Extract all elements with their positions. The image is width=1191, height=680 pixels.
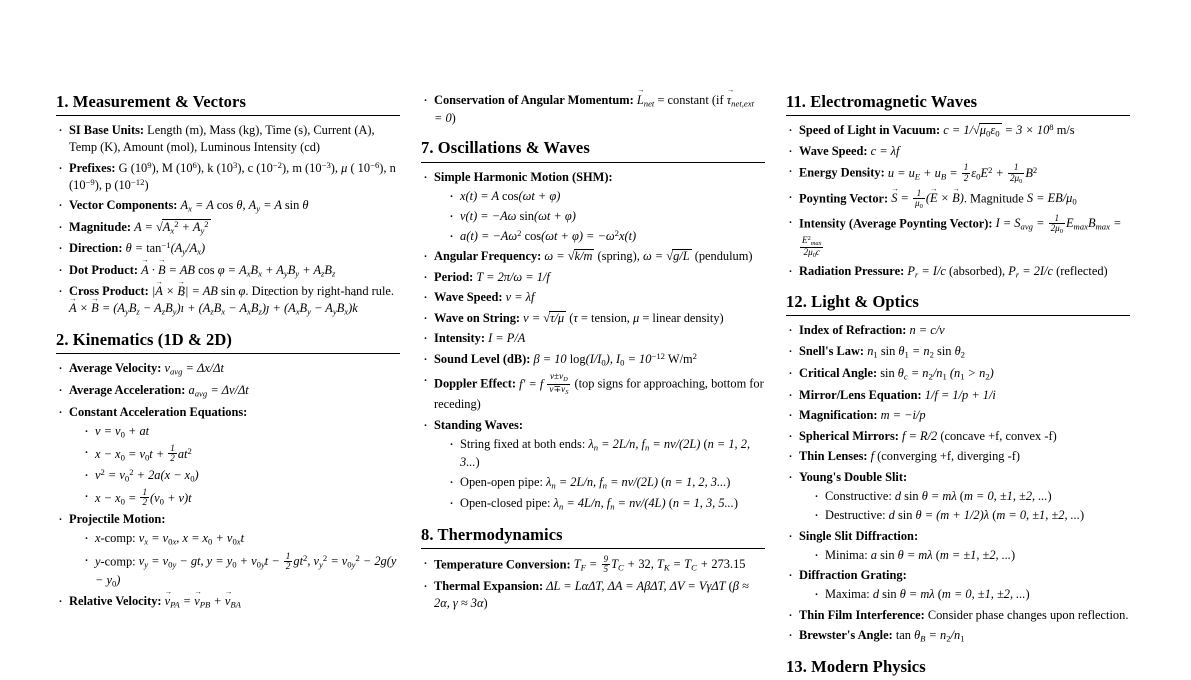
- item-formula: $I = S_{avg}$ = $\frac{1}{2\mu_0}$ $E_{max}B_{max}$ = $\frac{E^2_{max}}{2\mu_0c}$: [802, 212, 1122, 259]
- list-item: [786, 189, 1130, 211]
- item-label: Poynting Vector:: [799, 191, 889, 206]
- item-formula: $a_{avg} = \Delta v/\Delta t$: [188, 382, 249, 399]
- list-item: [56, 122, 400, 156]
- list-item: [786, 407, 1130, 424]
- item-formula: $v \to_{PA} = v \to_{PB} + v \to_{BA}$: [165, 594, 241, 608]
- formula-list: [786, 322, 1130, 645]
- item-label: Index of Refraction:: [799, 323, 907, 338]
- list-item: [786, 448, 1130, 465]
- item-label: Snell's Law:: [799, 343, 865, 358]
- column-3: [786, 92, 1151, 680]
- item-label: Prefixes:: [69, 160, 116, 175]
- item-label: Vector Components:: [69, 198, 178, 213]
- sub-formula-list: [434, 436, 765, 514]
- sub-list-item: · $x - x_0$ = $\frac{1}{2}$ $(v_0 + v)t$: [83, 488, 400, 508]
- item-label: Mirror/Lens Equation:: [799, 387, 922, 402]
- section-rotational-continued: [421, 92, 765, 127]
- section-heading: 2. Kinematics (1D & 2D): [56, 329, 232, 349]
- item-label: Cross Product:: [69, 284, 149, 299]
- sub-list-item: · y-comp: $v_y = v_{0y}$ − gt, $y = y_0 + v_{0y}t$ − $\frac{1}{2}$ $gt^2$, $v_y^2 = v_{0y}^2 - 2g(y - y_0)$: [83, 552, 400, 590]
- item-formula: |A → × B →| = AB sin φ. Direction by right-hand rule. A → × B → = ($A_yB_z$ − $A_zB_y)ı$ ˆ + ($A_zB_x$ − $A_xB_z)ȷ$ ˆ + $(A_xB_y - A_yB_x)k$ ˆ: [69, 284, 394, 315]
- list-item: [786, 567, 1130, 603]
- formula-list: [421, 92, 765, 127]
- item-label: Radiation Pressure:: [799, 263, 905, 278]
- item-formula: $L \to_{net}$ = constant (if $\tau \to_{net,ext} = 0$): [434, 93, 754, 125]
- item-label: Direction:: [69, 240, 123, 255]
- item-text: G $(10^9)$, M $(10^6)$, k $(10^3)$, c $(10^{-2})$, m $(10^{-3})$, μ ( $10^{-6}$), n $(10^{-9})$, p $(10^{-12})$: [69, 160, 396, 192]
- formula-list: [56, 360, 400, 612]
- formula-list: [56, 122, 400, 318]
- list-item: [56, 240, 400, 258]
- list-item: [421, 248, 765, 265]
- section-heading: 8. Thermodynamics: [421, 524, 563, 544]
- item-label: Magnitude:: [69, 220, 131, 235]
- list-item: [56, 262, 400, 280]
- list-item: [786, 343, 1130, 361]
- item-label: Energy Density:: [799, 165, 885, 180]
- list-item: [421, 578, 765, 612]
- item-label: Spherical Mirrors:: [799, 428, 899, 443]
- item-label: Single Slit Diffraction:: [799, 528, 919, 543]
- section-rule: [786, 315, 1130, 316]
- item-text: Consider phase changes upon reflection.: [927, 607, 1129, 622]
- section-rule: [421, 548, 765, 549]
- list-item: [421, 372, 765, 413]
- item-formula: $A_x = A$ cos θ, $A_y = A$ sin θ: [180, 198, 309, 214]
- formula-list: [421, 169, 765, 514]
- section-modern-physics: [786, 657, 1130, 676]
- list-item: [786, 263, 1130, 281]
- item-label: Temperature Conversion:: [434, 557, 571, 572]
- sub-list-item: · v(t) = −Aω sin(ωt + φ): [448, 208, 765, 225]
- item-formula: $v_{avg} = \Delta x/\Delta t$: [164, 361, 224, 377]
- item-formula: $u = u_E + u_B$ = $\frac{1}{2}$ $\varepsilon_0E^2$ + $\frac{1}{2\mu_0}$ $B^2$: [887, 162, 1038, 185]
- section-measurement-vectors: [56, 92, 400, 319]
- item-formula: m = −i/p: [880, 408, 926, 423]
- sub-formula-list: [69, 423, 400, 508]
- item-formula: n = c/v: [909, 323, 945, 338]
- item-formula: $\tan \theta_B = n_2/n_1$: [895, 628, 965, 644]
- section-rule: [786, 115, 1130, 116]
- sub-formula-list: [799, 547, 1130, 564]
- sub-list-item: · Open-closed pipe: $\lambda_n = 4L/n$, $f_n = nv/(4L) (n = 1$, 3, 5...): [448, 495, 765, 513]
- sub-list-item: · String fixed at both ends: $\lambda_n = 2L/n$, $f_n = nv/(2L) (n = 1$, 2, 3...): [448, 436, 765, 471]
- section-thermodynamics: [421, 525, 765, 613]
- item-label: Brewster's Angle:: [799, 628, 893, 643]
- item-formula: I = P/A: [488, 331, 526, 346]
- list-item: [421, 351, 765, 369]
- item-label: Speed of Light in Vacuum:: [799, 123, 941, 138]
- list-item: [786, 122, 1130, 139]
- section-electromagnetic-waves: [786, 92, 1130, 281]
- section-heading: 1. Measurement & Vectors: [56, 92, 246, 111]
- item-formula: $A = √A_x^2 + A_y^2$: [134, 219, 209, 236]
- sub-list-item: · Constructive: d sin θ = mλ (m = 0, ±1, ±2, ...): [813, 488, 1130, 505]
- item-label: Wave on String:: [434, 310, 521, 325]
- item-label: Angular Frequency:: [434, 249, 542, 264]
- item-formula: ΔL = LαΔT, ΔA = AβΔT, ΔV = VγΔT (β ≈ 2α, γ ≈ 3α): [434, 579, 749, 611]
- list-item: [786, 627, 1130, 645]
- item-label: Intensity (Average Poynting Vector):: [799, 216, 993, 231]
- list-item: [786, 365, 1130, 383]
- item-formula: $c = 1/√\mu_0\varepsilon_0 = 3 \times 10^8$ m/s: [943, 122, 1075, 139]
- list-item: [56, 360, 400, 378]
- sub-list-item: · $a(t) = -A\omega^2$ $\cos(\omega t + \varphi) = -\omega^2x(t)$: [448, 228, 765, 245]
- item-label: Doppler Effect:: [434, 376, 517, 391]
- list-item: [786, 528, 1130, 564]
- list-item: [786, 322, 1130, 339]
- item-label: Thin Lenses:: [799, 449, 868, 464]
- item-label: Diffraction Grating:: [799, 568, 907, 583]
- item-formula: A → · B → = AB $\cos \varphi = A_xB_x + A_yB_y + A_zB_z$: [141, 263, 335, 277]
- list-item: [56, 511, 400, 589]
- section-light-optics: [786, 292, 1130, 646]
- list-item: [421, 169, 765, 245]
- section-rule: [56, 353, 400, 354]
- section-kinematics: [56, 330, 400, 612]
- item-label: Period:: [434, 269, 474, 284]
- item-formula: c = λf: [870, 143, 900, 158]
- sub-list-item: · x(t) = A cos(ωt + φ): [448, 188, 765, 205]
- column-1: [0, 92, 421, 680]
- item-formula: v = λf: [505, 290, 535, 305]
- item-formula: $\sin \theta_c = n_2/n_1$ $(n_1 > n_2)$: [880, 365, 994, 382]
- section-rule: [56, 115, 400, 116]
- item-label: Conservation of Angular Momentum:: [434, 93, 634, 107]
- section-heading: 11. Electromagnetic Waves: [786, 92, 978, 111]
- item-label: Wave Speed:: [434, 290, 503, 305]
- list-item: [421, 289, 765, 306]
- list-item: [786, 163, 1130, 185]
- list-item: [786, 469, 1130, 525]
- list-item: [786, 607, 1130, 624]
- list-item: [56, 404, 400, 508]
- item-label: Projectile Motion:: [69, 512, 166, 527]
- sub-list-item: · Minima: a sin θ = mλ (m = ±1, ±2, ...): [813, 547, 1130, 564]
- list-item: [421, 555, 765, 575]
- list-item: [786, 143, 1130, 160]
- list-item: [421, 269, 765, 286]
- item-label: Dot Product:: [69, 262, 138, 277]
- column-2: [421, 92, 786, 680]
- list-item: [421, 310, 765, 327]
- list-item: [786, 387, 1130, 404]
- item-formula: ω = √k/m (spring), ω = √g/L (pendulum): [544, 249, 753, 264]
- list-item: [421, 417, 765, 514]
- item-label: Standing Waves:: [434, 417, 523, 432]
- sub-list-item: · $v = v_0$ + at: [83, 423, 400, 441]
- item-label: Intensity:: [434, 331, 485, 346]
- list-item: [56, 160, 400, 194]
- item-formula: S → = $\frac{1}{\mu_0}$ (E → × B →). Magnitude $S = EB/\mu_0$: [891, 191, 1076, 205]
- list-item: [56, 382, 400, 400]
- sub-list-item: · Destructive: d sin θ = (m + 1/2)λ (m = 0, ±1, ±2, ...): [813, 507, 1130, 524]
- sub-formula-list: [69, 530, 400, 589]
- list-item: [56, 283, 400, 318]
- section-heading: 12. Light & Optics: [786, 292, 919, 311]
- item-formula: $\theta = \tan^{-1}(A_y/A_x)$: [125, 239, 206, 257]
- list-item: [56, 593, 400, 611]
- section-rule: [421, 162, 765, 163]
- list-item: [786, 214, 1130, 259]
- item-formula: f = R/2 (concave +f, convex -f): [902, 428, 1057, 443]
- list-item: [421, 92, 765, 127]
- section-oscillations-waves: [421, 138, 765, 513]
- item-formula: $n_1$ $\sin \theta_1 = n_2$ $\sin \theta_2$: [867, 343, 965, 360]
- formula-list: [786, 122, 1130, 281]
- item-formula: T = 2π/ω = 1/f: [476, 269, 550, 284]
- item-label: Average Acceleration:: [69, 382, 186, 397]
- item-label: Thin Film Interference:: [799, 607, 925, 622]
- item-formula: f (converging +f, diverging -f): [870, 449, 1020, 464]
- item-label: Thermal Expansion:: [434, 579, 544, 594]
- item-formula: f′ = f $\frac{v\pm v_D}{v\mp v_S}$ (top signs for approaching, bottom for receding): [434, 371, 764, 412]
- section-heading: 7. Oscillations & Waves: [421, 138, 590, 158]
- sub-list-item: · Open-open pipe: $\lambda_n = 2L/n$, $f_n = nv/(2L) (n = 1$, 2, 3...): [448, 474, 765, 492]
- sub-list-item: · Maxima: d sin θ = mλ (m = 0, ±1, ±2, ...): [813, 586, 1130, 603]
- item-text: Length (m), Mass (kg), Time (s), Current (A), Temp (K), Amount (mol), Luminous Intensity (cd): [69, 123, 375, 155]
- formula-list: [421, 555, 765, 612]
- list-item: [421, 330, 765, 347]
- item-label: Constant Acceleration Equations:: [69, 404, 248, 419]
- item-formula: v = √τ/μ (τ = tension, μ = linear density): [523, 310, 724, 325]
- item-formula: $P_r = I/c$ (absorbed), $P_r = 2I/c$ (reflected): [907, 263, 1108, 280]
- section-heading: 13. Modern Physics: [786, 656, 926, 676]
- item-label: Wave Speed:: [799, 143, 868, 158]
- item-label: Critical Angle:: [799, 365, 878, 380]
- sub-list-item: · $x - x_0 = v_0t$ + $\frac{1}{2}$ $at^2$: [83, 444, 400, 464]
- item-label: SI Base Units:: [69, 123, 145, 138]
- item-formula: 1/f = 1/p + 1/i: [924, 387, 996, 402]
- list-item: [56, 219, 400, 236]
- item-label: Simple Harmonic Motion (SHM):: [434, 169, 613, 184]
- item-formula: $T_F$ = $\frac{9}{5}$ $T_C + 32$, $T_K = T_C + 273.15$: [573, 553, 746, 575]
- item-formula: β = 10 $\log(I/I_0)$, $I_0 = 10^{-12}$ $W/m^2$: [533, 350, 697, 368]
- sub-list-item: · x-comp: $v_x = v_{0x}$, $x = x_0 + v_{0x}t$: [83, 530, 400, 548]
- item-label: Relative Velocity:: [69, 594, 162, 609]
- item-label: Sound Level (dB):: [434, 351, 531, 366]
- list-item: [786, 428, 1130, 445]
- sub-formula-list: [799, 488, 1130, 525]
- item-label: Young's Double Slit:: [799, 469, 908, 484]
- list-item: [56, 197, 400, 215]
- sub-formula-list: [434, 188, 765, 245]
- sub-formula-list: [799, 586, 1130, 603]
- item-label: Magnification:: [799, 408, 878, 423]
- item-label: Average Velocity:: [69, 361, 162, 376]
- sub-list-item: · $v^2 = v_0^2 + 2a(x - x_0)$: [83, 467, 400, 485]
